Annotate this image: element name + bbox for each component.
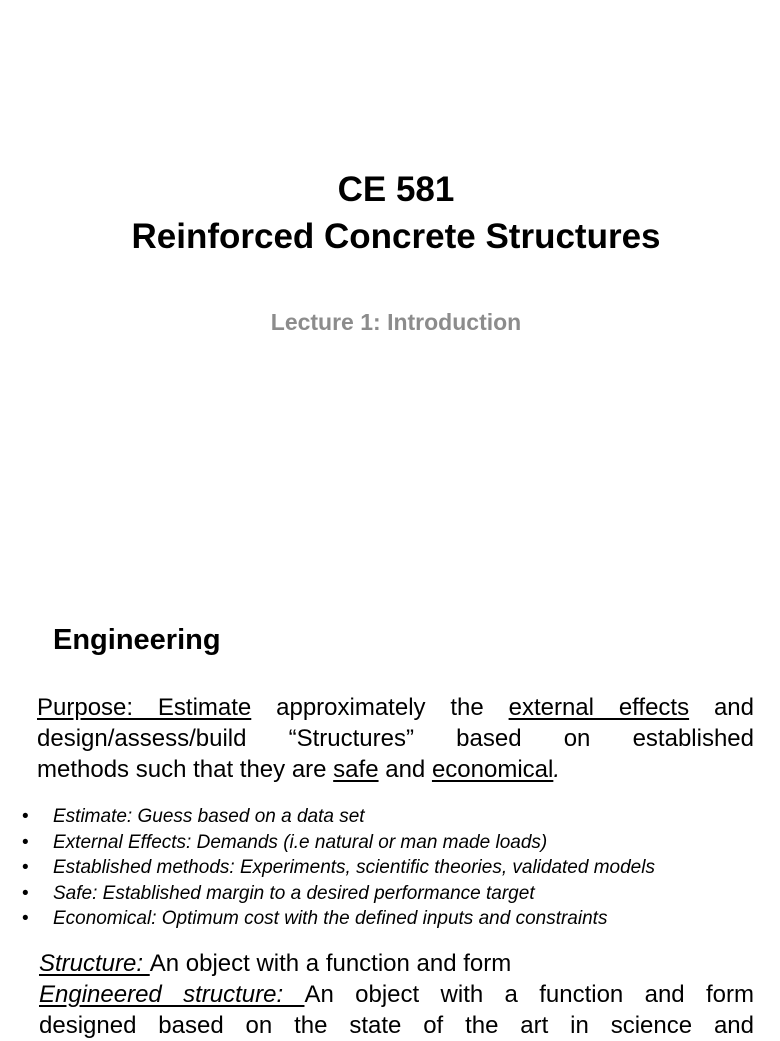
purpose-line-1 bbox=[37, 692, 754, 723]
engineered-text: An object with a function and form bbox=[304, 981, 754, 1008]
purpose-line-3 bbox=[37, 754, 754, 785]
list-item: • External Effects: Demands (i.e natural or man made loads) bbox=[22, 830, 655, 856]
external-effects-term: external effects bbox=[508, 694, 690, 721]
structure-text: An object with a function and form bbox=[149, 950, 512, 977]
list-item: • Safe: Established margin to a desired performance target bbox=[22, 881, 655, 907]
purpose-paragraph bbox=[37, 692, 754, 785]
economical-term: economical bbox=[431, 756, 554, 783]
lecture-subtitle: Lecture 1: Introduction bbox=[270, 309, 522, 335]
course-name-title: Reinforced Concrete Structures bbox=[131, 217, 661, 256]
purpose-text-5: . bbox=[553, 756, 561, 783]
purpose-line-2: design/assess/build “Structures” based on established bbox=[37, 725, 754, 752]
list-item: • Economical: Optimum cost with the defined inputs and constraints bbox=[22, 906, 655, 932]
list-item: • Established methods: Experiments, scientific theories, validated models bbox=[22, 855, 655, 881]
purpose-text-3: methods such that they are bbox=[37, 756, 334, 783]
definitions-list bbox=[22, 804, 655, 932]
course-code-title: CE 581 bbox=[337, 170, 455, 209]
structure-line bbox=[39, 948, 754, 979]
structure-definitions bbox=[39, 948, 754, 1041]
section-heading: Engineering bbox=[53, 624, 221, 656]
purpose-label: Purpose: Estimate bbox=[37, 694, 252, 721]
safe-term: safe bbox=[333, 756, 379, 783]
engineered-line-1 bbox=[39, 979, 754, 1010]
engineered-line-2: designed based on the state of the art in science and bbox=[39, 1012, 754, 1039]
purpose-text-2: and bbox=[689, 694, 754, 721]
engineered-label: Engineered structure: bbox=[39, 981, 305, 1008]
purpose-text-1: approximately the bbox=[251, 694, 509, 721]
structure-label: Structure: bbox=[39, 950, 150, 977]
list-item: • Estimate: Guess based on a data set bbox=[22, 804, 655, 830]
purpose-text-4: and bbox=[378, 756, 432, 783]
